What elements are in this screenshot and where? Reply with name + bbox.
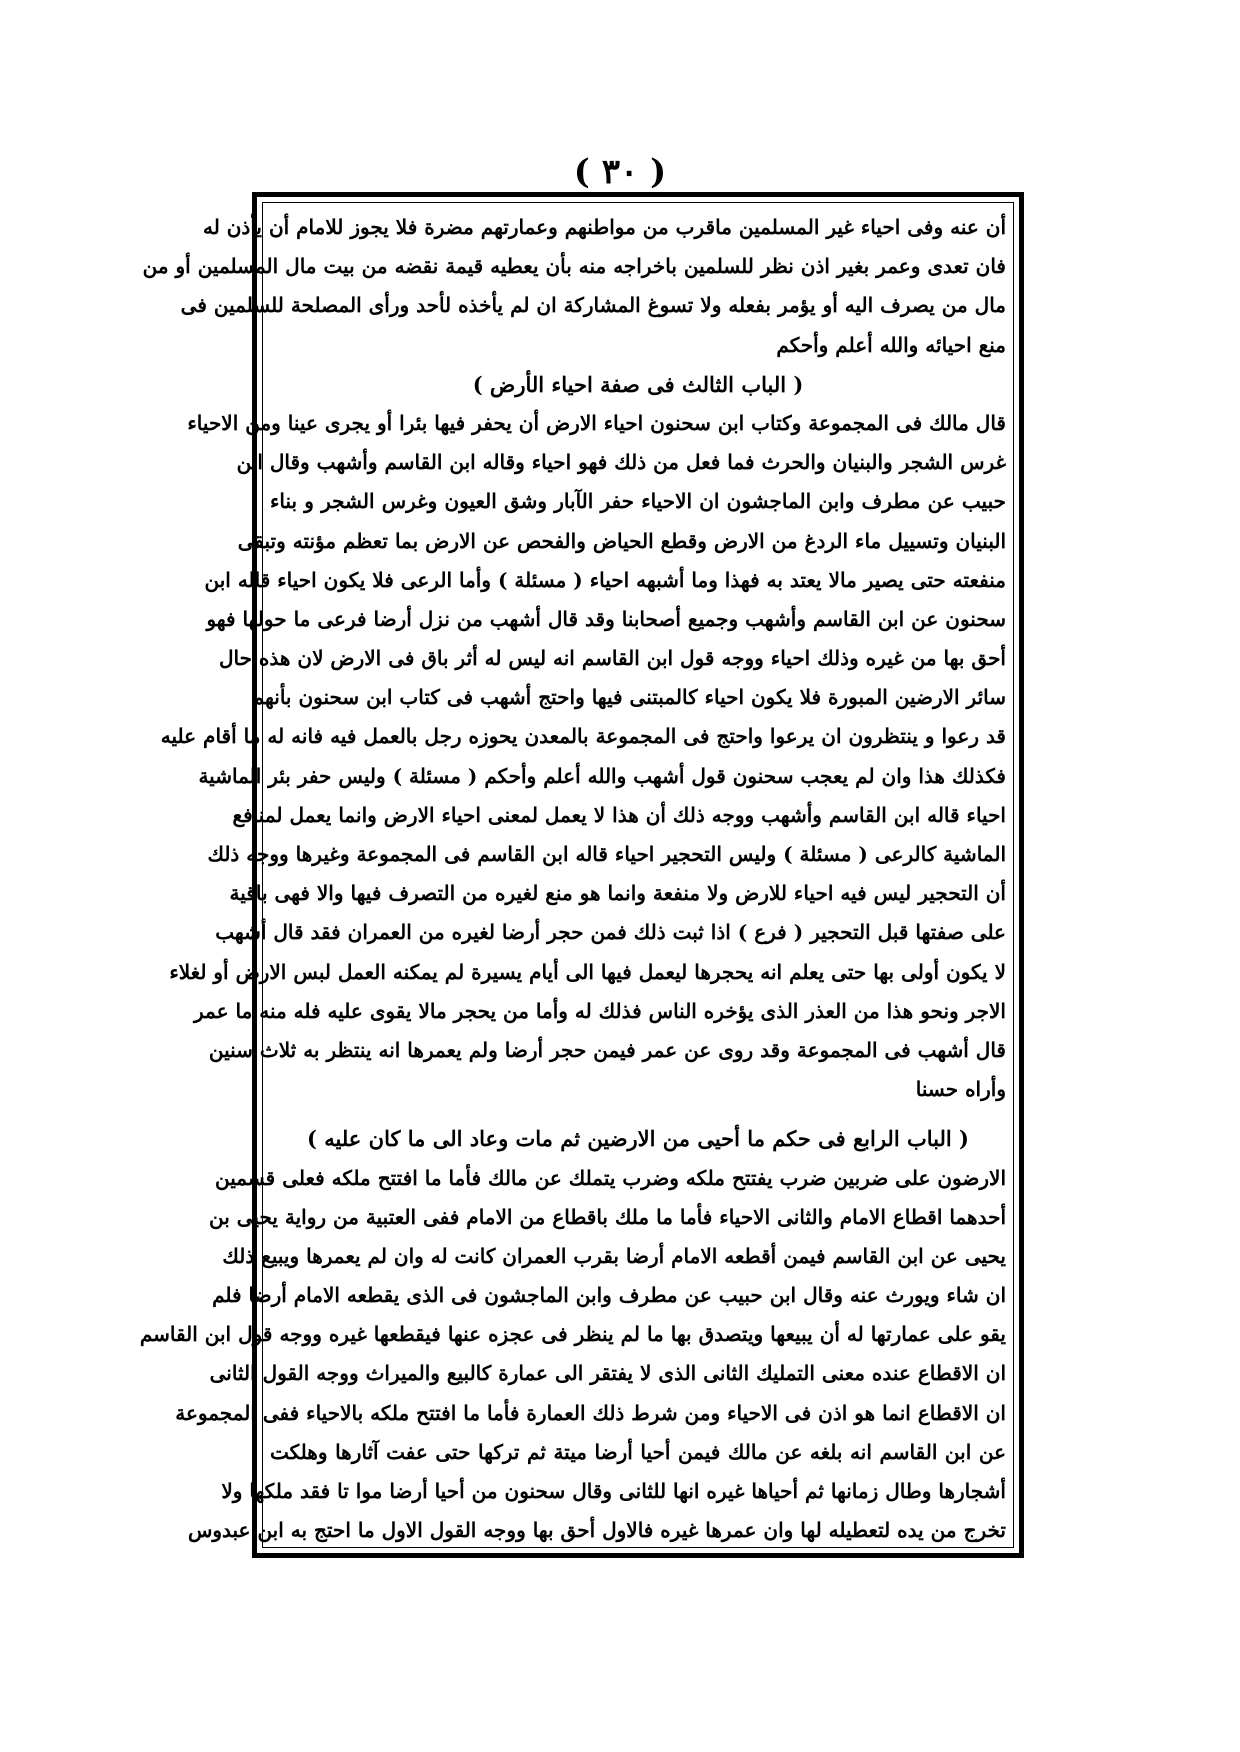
chapter-4-heading: ( الباب الرابع فى حكم ما أحيى من الارضين ثم مات وعاد الى ما كان عليه ) xyxy=(307,1126,969,1152)
text-line: لا يكون أولى بها حتى يعلم انه يحجرها ليعمل فيها الى أيام يسيرة لم يمكنه العمل لبس الارض أو لغلاء xyxy=(169,959,1006,984)
text-line: قال مالك فى المجموعة وكتاب ابن سحنون احياء الارض أن يحفر فيها بئرا أو يجرى عينا ومن الاحياء xyxy=(187,410,1006,435)
text-line: وأراه حسنا xyxy=(915,1077,1006,1102)
section-3 xyxy=(160,404,1006,1109)
text-line: فان تعدى وعمر بغير اذن نظر للسلمين باخراجه منه بأن يعطيه قيمة نقضه من بيت مال المسلمين أو من xyxy=(142,254,1006,279)
text-line: الماشية كالرعى ( مسئلة ) وليس التحجير احياء قاله ابن القاسم فى المجموعة وغيرها ووجه ذلك xyxy=(207,842,1006,866)
text-line: عن ابن القاسم انه بلغه عن مالك فيمن أحيا أرضا ميتة ثم تركها حتى عفت آثارها وهلكت xyxy=(270,1439,1006,1464)
text-line: أن التحجير ليس فيه احياء للارض ولا منفعة وانما هو منع لغيره من التصرف فيها والا فهى باقية xyxy=(229,881,1006,906)
text-line: البنيان وتسييل ماء الردغ من الارض وقطع الحياض والفحص عن الارض بما تعظم مؤنته وتبقى xyxy=(237,528,1006,553)
text-line: ان شاء ويورث عنه وقال ابن حبيب عن مطرف وابن الماجشون فى الذى يقطعه الامام أرضا فلم xyxy=(212,1283,1006,1308)
text-line: احياء قاله ابن القاسم وأشهب ووجه ذلك أن هذا لا يعمل لمعنى احياء الارض وانما يعمل لمنافع xyxy=(232,802,1006,827)
page-number: ( ٣٠ ) xyxy=(573,152,667,192)
text-line: قال أشهب فى المجموعة وقد روى عن عمر فيمن حجر أرضا ولم يعمرها انه ينتظر به ثلاث سنين xyxy=(208,1037,1006,1062)
text-line: أن عنه وفى احياء غير المسلمين ماقرب من مواطنهم وعمارتهم مضرة فلا يجوز للامام أن يأذن له xyxy=(202,215,1006,239)
section-1 xyxy=(142,208,1006,365)
text-line: أحق بها من غيره وذلك احياء ووجه قول ابن القاسم انه ليس له أثر باق فى الارض لان هذه حال xyxy=(218,646,1006,671)
text-line: منع احيائه والله أعلم وأحكم xyxy=(776,332,1006,357)
text-line: يحيى عن ابن القاسم فيمن أقطعه الامام أرضا بقرب العمران كانت له وان لم يعمرها ويبيع ذلك xyxy=(222,1243,1006,1268)
text-line: منفعته حتى يصير مالا يعتد به فهذا وما أشبهه احياء ( مسئلة ) وأما الرعى فلا يكون احياء قاله ابن xyxy=(204,567,1006,592)
text-line: ان الاقطاع عنده معنى التمليك الثانى الذى لا يفتقر الى عمارة كالبيع والميراث ووجه القول الثانى xyxy=(209,1361,1006,1386)
section-4 xyxy=(139,1159,1006,1551)
spacer xyxy=(270,1109,1006,1119)
text-body xyxy=(139,208,1006,1544)
text-line: تخرج من يده لتعطيله لها وان عمرها غيره فالاول أحق بها ووجه القول الاول ما احتج به ابن عبدوس xyxy=(187,1518,1006,1543)
text-line: مال من يصرف اليه أو يؤمر بفعله ولا تسوغ المشاركة ان لم يأخذه لأحد ورأى المصلحة للسلمين فى xyxy=(180,293,1006,318)
text-line: على صفتها قبل التحجير ( فرع ) اذا ثبت ذلك فمن حجر أرضا لغيره من العمران فقد قال أشهب xyxy=(215,920,1006,945)
text-line: قد رعوا و ينتظرون ان يرعوا واحتج فى المجموعة بالمعدن يحوزه رجل بالعمل فيه فانه له ما أقام عليه xyxy=(160,724,1006,749)
text-line: فكذلك هذا وان لم يعجب سحنون قول أشهب والله أعلم وأحكم ( مسئلة ) وليس حفر بئر الماشية xyxy=(198,763,1006,788)
text-line: الارضون على ضربين ضرب يفتتح ملكه وضرب يتملك عن مالك فأما ما افتتح ملكه فعلى قسمين xyxy=(215,1165,1006,1190)
text-line: سحنون عن ابن القاسم وأشهب وجميع أصحابنا وقد قال أشهب من نزل أرضا فرعى ما حولها فهو xyxy=(206,606,1006,631)
text-line: يقو على عمارتها له أن يبيعها ويتصدق بها ما لم ينظر فى عجزه عنها فيقطعها غيره ووجه قول ابن القاسم xyxy=(139,1322,1006,1347)
text-line: غرس الشجر والبنيان والحرث فما فعل من ذلك فهو احياء وقاله ابن القاسم وأشهب وقال ابن xyxy=(236,450,1006,475)
text-line: ان الاقطاع انما هو اذن فى الاحياء ومن شرط ذلك العمارة فأما ما افتتح ملكه بالاحياء ففى المجموعة xyxy=(175,1400,1006,1425)
text-line: أحدهما اقطاع الامام والثانى الاحياء فأما ما ملك باقطاع من الامام ففى العتبية من رواية يحيى بن xyxy=(208,1204,1006,1229)
text-line: الاجر ونحو هذا من العذر الذى يؤخره الناس فذلك له وأما من يحجر مالا يقوى عليه فله منه ما عمر xyxy=(193,998,1006,1023)
text-line: أشجارها وطال زمانها ثم أحياها غيره انها للثانى وقال سحنون من أحيا أرضا موا تا فقد ملكها ولا xyxy=(221,1479,1006,1503)
text-line: حبيب عن مطرف وابن الماجشون ان الاحياء حفر الآبار وشق العيون وغرس الشجر و بناء xyxy=(270,489,1006,514)
text-line: سائر الارضين المبورة فلا يكون احياء كالمبتنى فيها واحتج أشهب فى كتاب ابن سحنون بأنهم xyxy=(251,685,1006,710)
chapter-3-heading: ( الباب الثالث فى صفة احياء الأرض ) xyxy=(472,371,804,397)
